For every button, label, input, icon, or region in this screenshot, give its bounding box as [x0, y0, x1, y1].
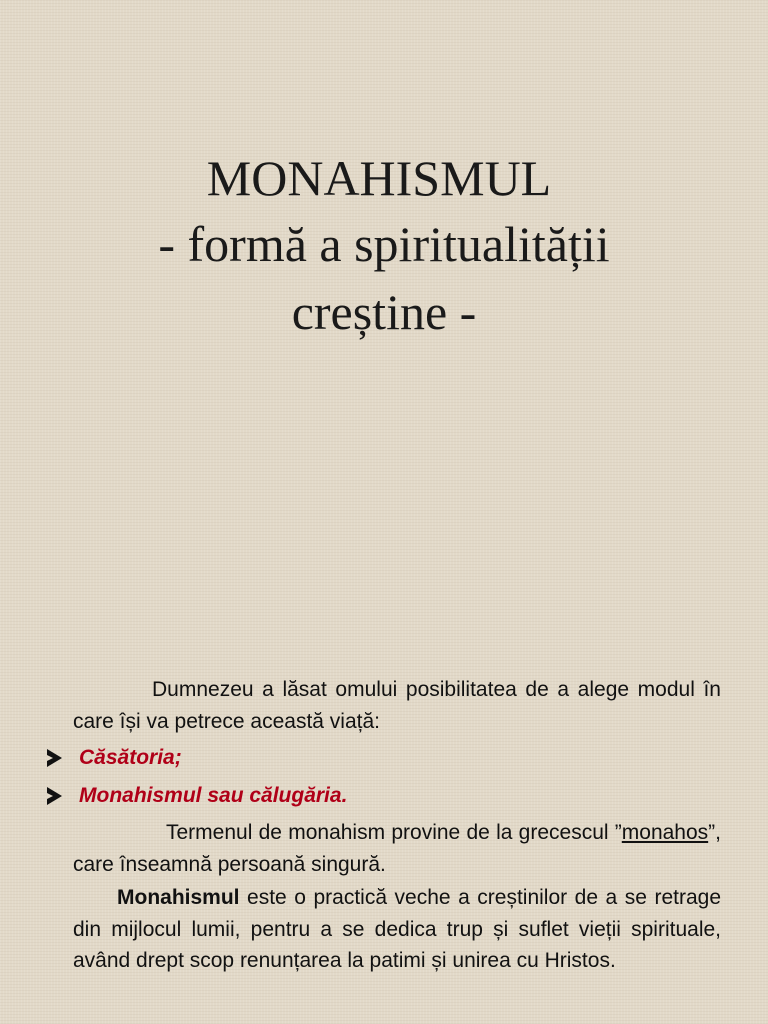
bullet-list	[73, 739, 721, 815]
intro-paragraph: Dumnezeu a lăsat omului posibilitatea de a alege modul în care își va petrece această viață:	[73, 678, 721, 733]
term-text-before: Termenul de monahism provine de la grecescul ”	[166, 821, 622, 844]
arrow-bullet-icon	[47, 787, 62, 805]
slide-subtitle-line-2: creștine -	[291, 284, 477, 340]
definition-paragraph	[73, 882, 721, 977]
bullet-label: Monahismul sau călugăria.	[79, 784, 348, 807]
term-word-monahos: monahos	[621, 821, 709, 844]
bullet-label: Căsătoria;	[79, 746, 182, 769]
term-paragraph	[73, 817, 721, 880]
body-content	[73, 674, 721, 977]
title-block	[0, 146, 768, 346]
arrow-bullet-icon	[47, 749, 62, 767]
slide-subtitle-line-1: - formă a spiritualității	[158, 216, 610, 272]
definition-text: este o practică veche a creștinilor de a se retrage din mijlocul lumii, pentru a se dedica trup și suflet vieții spirituale, având drept scop renunțarea la patimi și unirea cu Hristos.	[73, 886, 721, 972]
definition-term: Monahismul	[117, 886, 240, 909]
bullet-item-casatoria	[47, 739, 721, 777]
slide-title: MONAHISMUL	[206, 150, 552, 206]
term-text-after: ”, care înseamnă persoană singură.	[73, 821, 721, 876]
bullet-item-monahismul	[47, 777, 721, 815]
